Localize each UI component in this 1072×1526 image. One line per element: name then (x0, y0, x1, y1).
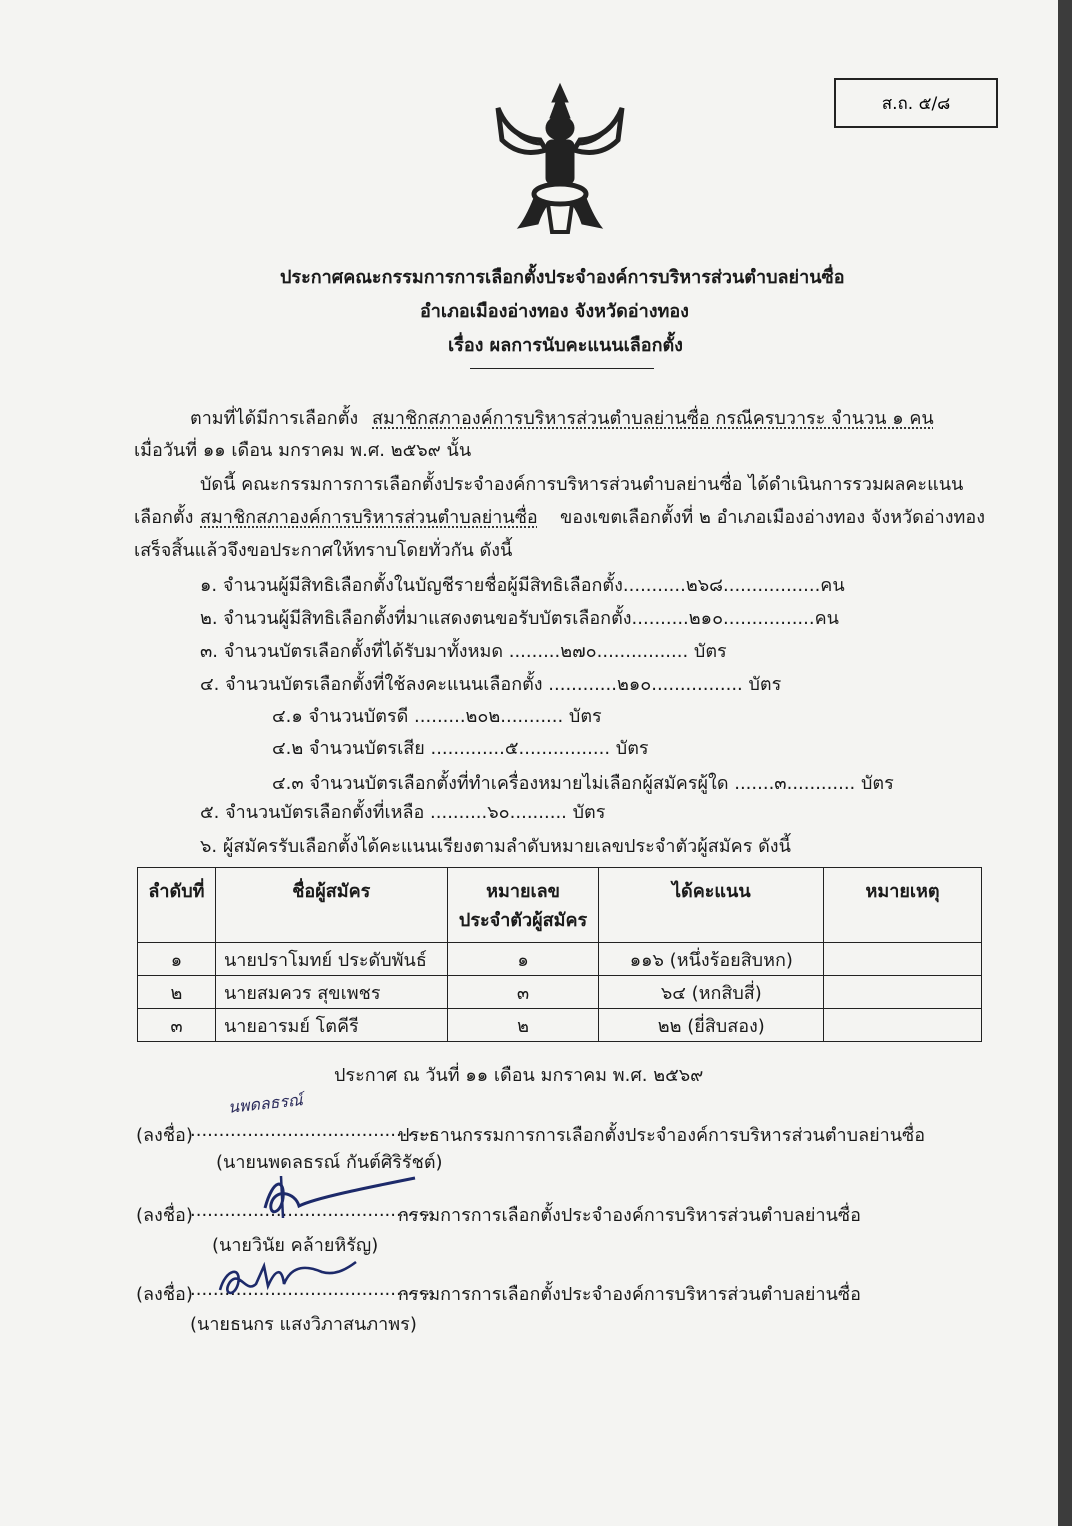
body-p1c: เมื่อวันที่ ๑๑ เดือน มกราคม พ.ศ. ๒๕๖๙ นั้น (134, 440, 472, 461)
signature-scribble-3 (212, 1254, 362, 1304)
table-row (138, 976, 982, 1009)
item-1: ๑. จำนวนผู้มีสิทธิเลือกตั้งในบัญชีรายชื่อผู้มีสิทธิเลือกตั้ง...........๒๖๘.................คน (200, 575, 845, 596)
header-remark: หมายเหตุ (824, 868, 982, 943)
sig2-name: (นายวินัย คล้ายหิรัญ) (212, 1235, 379, 1256)
header-name: ชื่อผู้สมัคร (215, 868, 447, 943)
item-6: ๖. ผู้สมัครรับเลือกตั้งได้คะแนนเรียงตามลำดับหมายเลขประจำตัวผู้สมัคร ดังนี้ (200, 836, 791, 857)
cell-remark (824, 1009, 982, 1042)
table-row (138, 1009, 982, 1042)
item-3: ๓. จำนวนบัตรเลือกตั้งที่ได้รับมาทั้งหมด .........๒๗๐................ บัตร (200, 641, 727, 662)
sig1-name: (นายนพดลธรณ์ กันต์ศิริรัชต์) (216, 1152, 443, 1173)
body-p1b: สมาชิกสภาองค์การบริหารส่วนตำบลย่านซื่อ กรณีครบวาระ จำนวน ๑ คน (372, 408, 934, 429)
sig2-title: กรรมการการเลือกตั้งประจำองค์การบริหารส่วนตำบลย่านซื่อ (398, 1205, 861, 1226)
header-score: ได้คะแนน (599, 868, 824, 943)
cell-name: นายสมควร สุขเพชร (215, 976, 447, 1009)
cell-order: ๒ (138, 976, 216, 1009)
cell-score: ๒๒ (ยี่สิบสอง) (599, 1009, 824, 1042)
sig1-prefix: (ลงชื่อ) (136, 1125, 193, 1146)
cell-order: ๓ (138, 1009, 216, 1042)
cell-number: ๑ (447, 943, 599, 976)
body-p1a: ตามที่ได้มีการเลือกตั้ง (190, 408, 359, 429)
results-table (137, 867, 982, 1042)
form-code-box (834, 78, 998, 128)
sig1-dots: ........................................... (190, 1120, 437, 1141)
sig2-prefix: (ลงชื่อ) (136, 1205, 193, 1226)
item-2: ๒. จำนวนผู้มีสิทธิเลือกตั้งที่มาแสดงตนขอรับบัตรเลือกตั้ง..........๒๑๐................คน (200, 608, 839, 629)
table-row (138, 943, 982, 976)
form-code: ส.ถ. ๕/๘ (881, 93, 951, 114)
sig3-dots: ........................................... (190, 1279, 437, 1300)
body-p2d: ของเขตเลือกตั้งที่ ๒ อำเภอเมืองอ่างทอง จังหวัดอ่างทอง (560, 507, 986, 528)
cell-remark (824, 976, 982, 1009)
item-4-2: ๔.๒ จำนวนบัตรเสีย .............๕................ บัตร (272, 738, 649, 759)
body-p2c: สมาชิกสภาองค์การบริหารส่วนตำบลย่านซื่อ (200, 507, 538, 528)
table-header-row (138, 868, 982, 943)
sig3-name: (นายธนกร แสงวิภาสนภาพร) (190, 1314, 417, 1335)
body-p2a: บัดนี้ คณะกรรมการการเลือกตั้งประจำองค์การบริหารส่วนตำบลย่านซื่อ ได้ดำเนินการรวมผลคะแนน (200, 474, 964, 495)
header-divider (470, 368, 654, 369)
header-line-3: เรื่อง ผลการนับคะแนนเลือกตั้ง (448, 335, 683, 356)
header-number-line2: ประจำตัวผู้สมัคร (458, 910, 588, 931)
announce-date: ประกาศ ณ วันที่ ๑๑ เดือน มกราคม พ.ศ. ๒๕๖๙ (334, 1065, 704, 1086)
cell-score: ๑๑๖ (หนึ่งร้อยสิบหก) (599, 943, 824, 976)
cell-remark (824, 943, 982, 976)
header-number-line1: หมายเลข (486, 881, 560, 902)
cell-number: ๒ (447, 1009, 599, 1042)
sig3-prefix: (ลงชื่อ) (136, 1284, 193, 1305)
signature-scribble-2 (255, 1168, 425, 1228)
header-order: ลำดับที่ (138, 868, 216, 943)
header-number (447, 868, 599, 943)
header-line-2: อำเภอเมืองอ่างทอง จังหวัดอ่างทอง (420, 301, 689, 322)
cell-number: ๓ (447, 976, 599, 1009)
sig3-title: กรรมการการเลือกตั้งประจำองค์การบริหารส่วนตำบลย่านซื่อ (398, 1284, 861, 1305)
header-line-1: ประกาศคณะกรรมการการเลือกตั้งประจำองค์การบริหารส่วนตำบลย่านซื่อ (280, 267, 845, 288)
background-edge (1058, 0, 1072, 1526)
item-4: ๔. จำนวนบัตรเลือกตั้งที่ใช้ลงคะแนนเลือกตั้ง ............๒๑๐................ บัตร (200, 674, 782, 695)
item-4-3: ๔.๓ จำนวนบัตรเลือกตั้งที่ทำเครื่องหมายไม่เลือกผู้สมัครผู้ใด .......๓............ บัตร (272, 773, 894, 794)
cell-name: นายอารมย์ โตคีรี (215, 1009, 447, 1042)
garuda-emblem (490, 78, 630, 238)
sig1-title: ประธานกรรมการการเลือกตั้งประจำองค์การบริหารส่วนตำบลย่านซื่อ (398, 1125, 926, 1146)
cell-name: นายปราโมทย์ ประดับพันธ์ (215, 943, 447, 976)
body-p2b: เลือกตั้ง (134, 507, 194, 528)
sig2-dots: ........................................... (190, 1200, 437, 1221)
cell-order: ๑ (138, 943, 216, 976)
item-4-1: ๔.๑ จำนวนบัตรดี .........๒๐๒........... บัตร (272, 706, 602, 727)
item-5: ๕. จำนวนบัตรเลือกตั้งที่เหลือ ..........๖๐.......... บัตร (200, 802, 606, 823)
body-p2e: เสร็จสิ้นแล้วจึงขอประกาศให้ทราบโดยทั่วกัน ดังนี้ (134, 540, 513, 561)
signature-handwritten-1: นพดลธรณ์ (227, 1090, 304, 1117)
cell-score: ๖๔ (หกสิบสี่) (599, 976, 824, 1009)
